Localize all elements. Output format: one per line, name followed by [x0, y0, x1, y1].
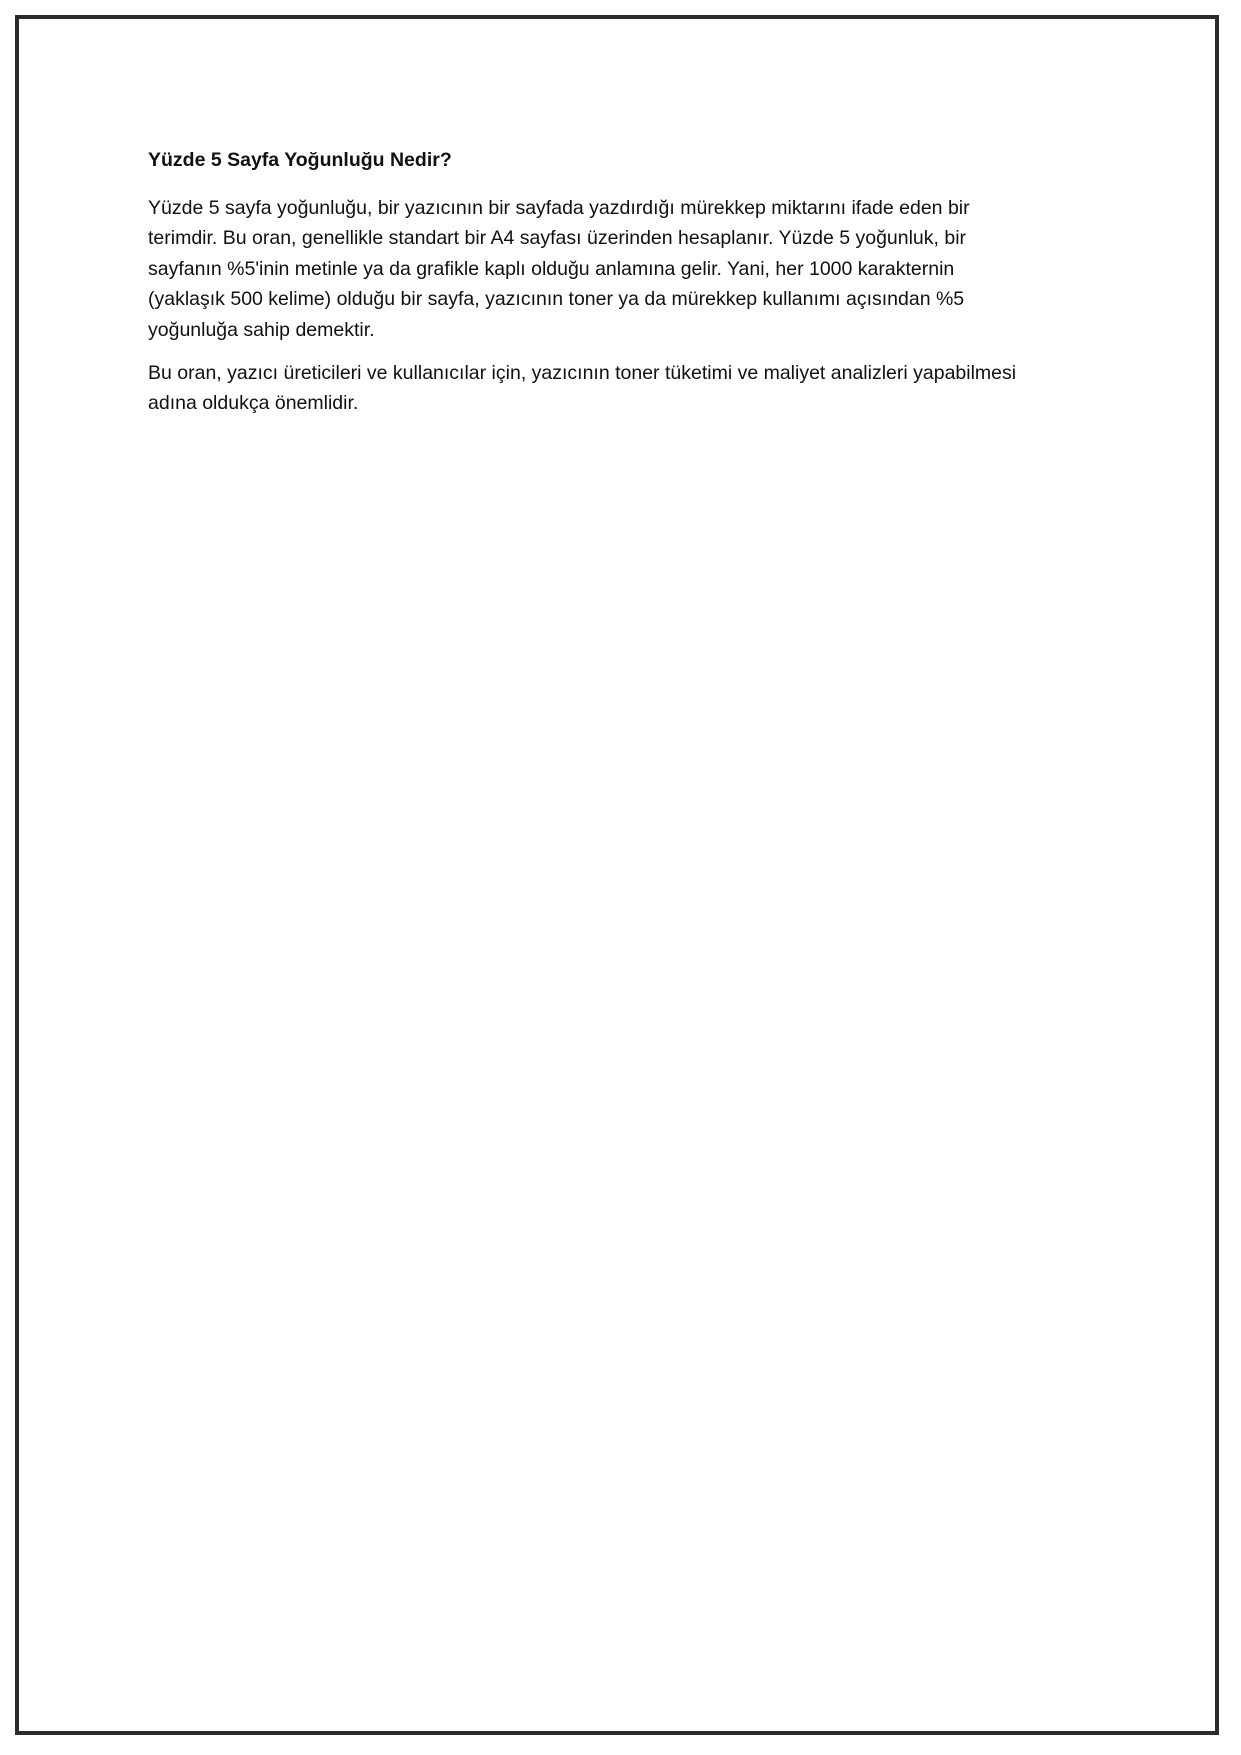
document-body	[148, 146, 1093, 432]
paragraph-line: terimdir. Bu oran, genellikle standart bir A4 sayfası üzerinden hesaplanır. Yüzde 5 yoğunluk, bir	[148, 227, 967, 250]
paragraph-line: (yaklaşık 500 kelime) olduğu bir sayfa, yazıcının toner ya da mürekkep kullanımı açısından %5	[148, 288, 965, 311]
paragraph-line: adına oldukça önemlidir.	[148, 392, 359, 415]
paragraph-line: Bu oran, yazıcı üreticileri ve kullanıcılar için, yazıcının toner tüketimi ve maliyet analizleri yapabilmesi	[148, 362, 1017, 385]
paragraph-importance	[148, 358, 1093, 419]
paragraph-definition	[148, 193, 1093, 345]
paragraph-line: Yüzde 5 sayfa yoğunluğu, bir yazıcının bir sayfada yazdırdığı mürekkep miktarını ifade eden bir	[148, 197, 970, 219]
document-heading: Yüzde 5 Sayfa Yoğunluğu Nedir?	[148, 149, 452, 171]
paragraph-line: sayfanın %5'inin metinle ya da grafikle kaplı olduğu anlamına gelir. Yani, her 1000 karakternin	[148, 257, 955, 280]
paragraph-line: yoğunluğa sahip demektir.	[148, 318, 375, 341]
